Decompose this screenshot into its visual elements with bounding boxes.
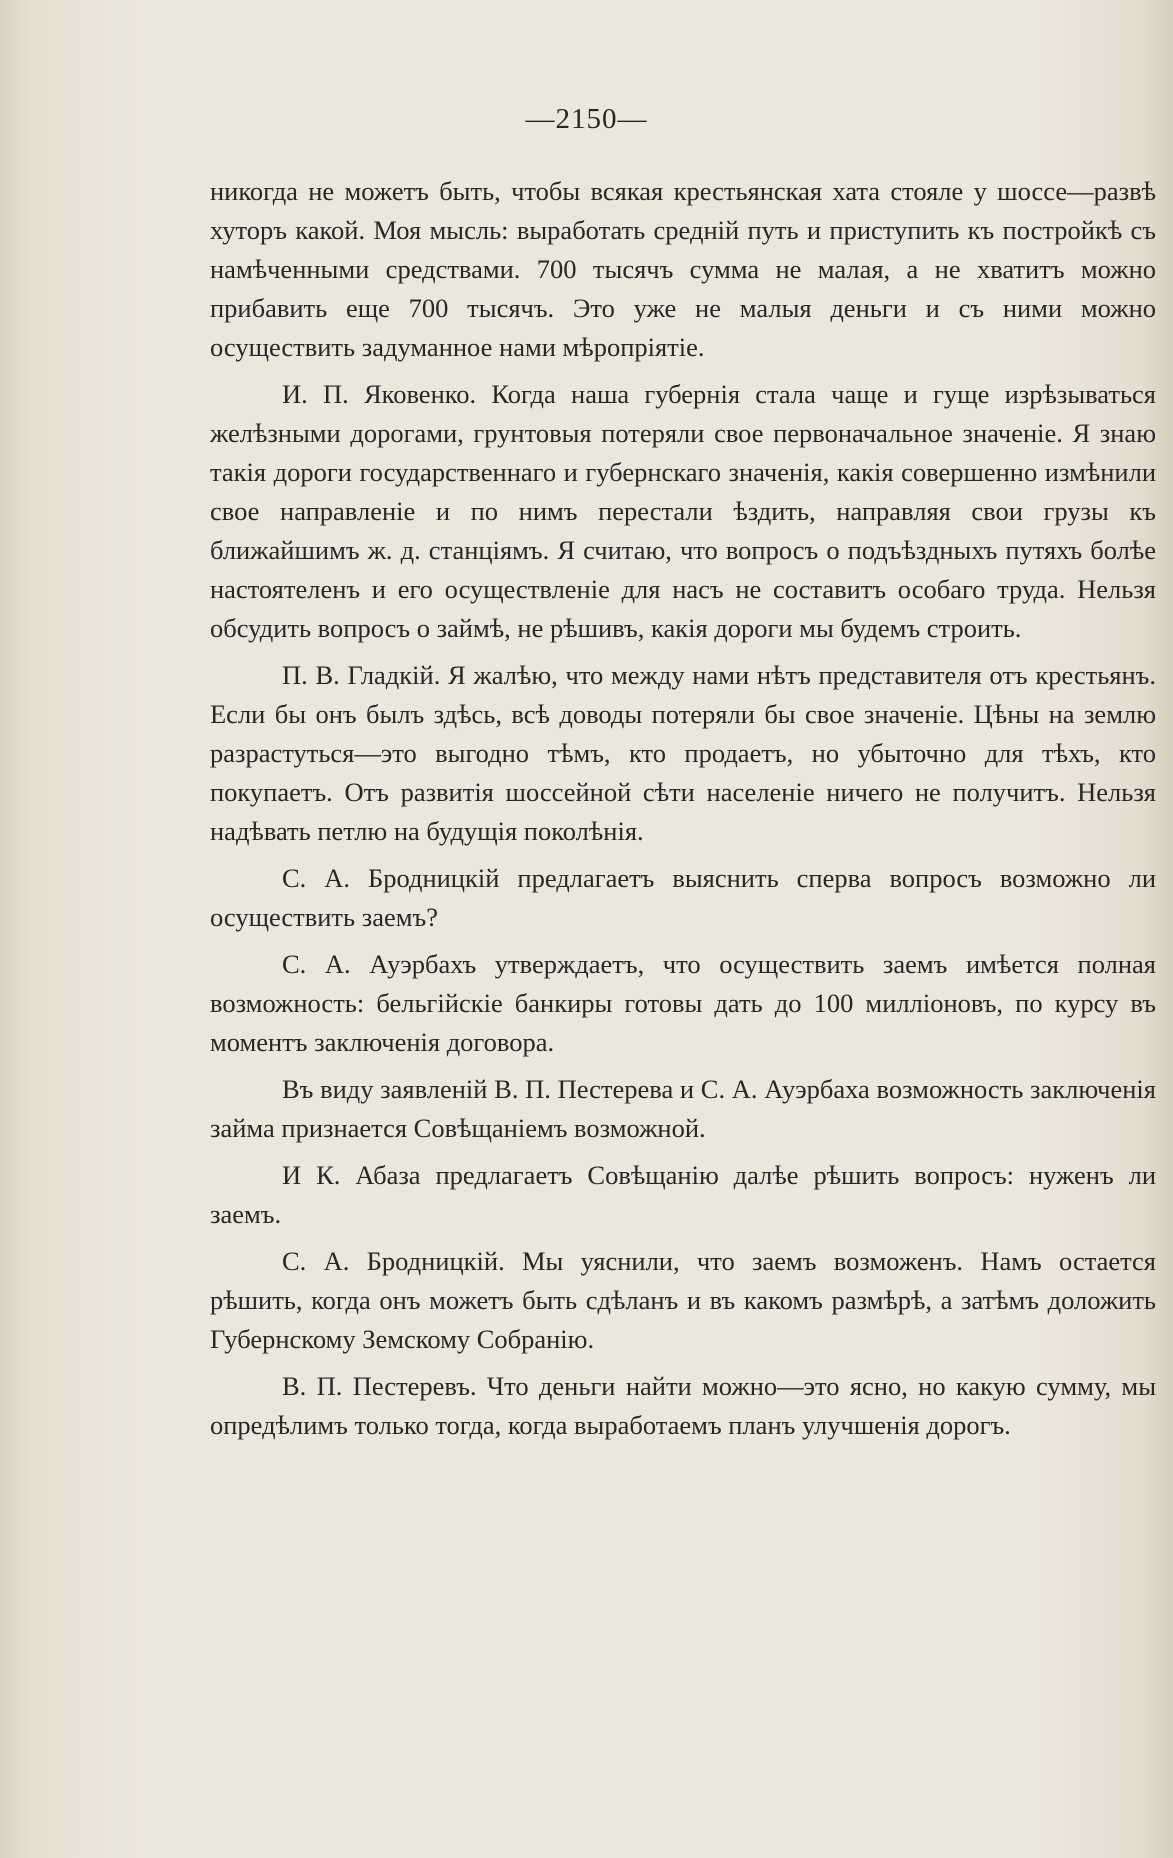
paragraph: В. П. Пестеревъ. Что деньги найти можно—это ясно, но какую сумму, мы опредѣлимъ только тогда, когда выработаемъ планъ улучшенiя дорогъ. bbox=[210, 1371, 1156, 1440]
paragraph: И. П. Яковенко. Когда наша губернiя стала чаще и гуще изрѣзываться желѣзными дорогами, грунтовыя потеряли свое первоначальное значенiе. Я знаю такiя дороги государственнаго и губернскаго значенiя, какiя совершенно измѣнили свое направленiе и по нимъ перестали ѣздить, направляя свои грузы къ ближайшимъ ж. д. станцiямъ. Я считаю, что вопросъ о подъѣздныхъ путяхъ болѣе настоятеленъ и его осуществленiе для насъ не составитъ особаго труда. Нельзя обсудить вопросъ о займѣ, не рѣшивъ, какiя дороги мы будемъ строить. bbox=[210, 379, 1156, 643]
paragraph: И К. Абаза предлагаетъ Совѣщанiю далѣе рѣшить вопросъ: нуженъ ли заемъ. bbox=[210, 1160, 1156, 1229]
paragraph: С. А. Бродницкiй. Мы уяснили, что заемъ возможенъ. Намъ остается рѣшить, когда онъ можетъ быть сдѣланъ и въ какомъ размѣрѣ, а затѣмъ доложить Губернскому Земскому Собранiю. bbox=[210, 1246, 1156, 1354]
paragraph: никогда не можетъ быть, чтобы всякая крестьянская хата стояле у шоссе—развѣ хуторъ какой. Моя мысль: выработать среднiй путь и приступить къ постройкѣ съ намѣченными средствами. 700 тысячъ сумма не малая, а не хватитъ можно прибавить еще 700 тысячъ. Это уже не малыя деньги и съ ними можно осуществить задуманное нами мѣропрiятiе. bbox=[210, 176, 1156, 362]
body-text bbox=[210, 172, 1156, 1453]
paragraph: С. А. Бродницкiй предлагаетъ выяснить сперва вопросъ возможно ли осуществить заемъ? bbox=[210, 863, 1156, 932]
paragraph: П. В. Гладкiй. Я жалѣю, что между нами нѣтъ представителя отъ крестьянъ. Если бы онъ былъ здѣсь, всѣ доводы потеряли бы свое значенiе. Цѣны на землю разрастуться—это выгодно тѣмъ, кто продаетъ, но убыточно для тѣхъ, кто покупаетъ. Отъ развитiя шоссейной сѣти населенiе ничего не получитъ. Нельзя надѣвать петлю на будущiя поколѣнiя. bbox=[210, 660, 1156, 846]
page-number: —2150— bbox=[525, 103, 648, 135]
paragraph: Въ виду заявленiй В. П. Пестерева и С. А. Ауэрбаха возможность заключенiя займа признается Совѣщанiемъ возможной. bbox=[210, 1074, 1156, 1143]
paragraph: С. А. Ауэрбахъ утверждаетъ, что осуществить заемъ имѣется полная возможность: бельгiйскiе банкиры готовы дать до 100 миллiоновъ, по курсу въ моментъ заключенiя договора. bbox=[210, 949, 1156, 1057]
